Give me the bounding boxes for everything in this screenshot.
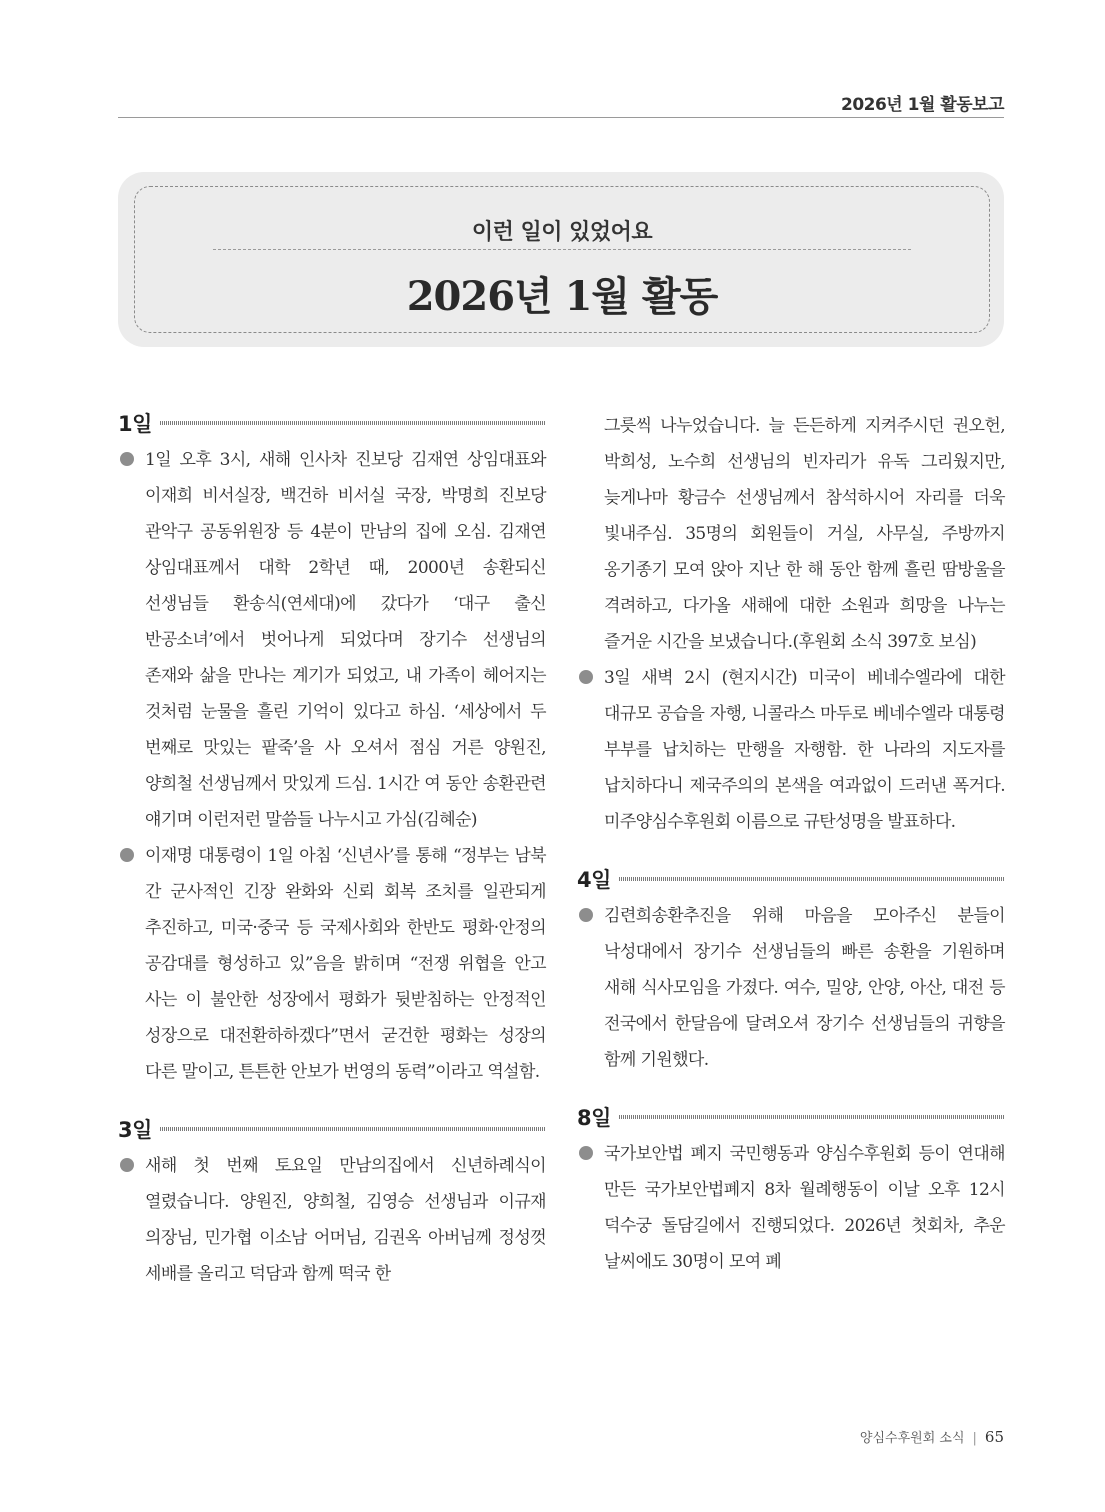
- day-heading: [118, 408, 546, 438]
- bullet-icon: [579, 670, 593, 684]
- day-label: 3일: [118, 1118, 152, 1142]
- section-day-8: [577, 1102, 1005, 1280]
- section-day-4: [577, 864, 1005, 1078]
- footer-separator: |: [972, 1431, 977, 1446]
- right-column: [577, 408, 1005, 1304]
- item-text: 1일 오후 3시, 새해 인사차 진보당 김재연 상임대표와 이재희 비서실장, 백건하 비서실 국장, 박명희 진보당 관악구 공동위원장 등 4분이 만남의 집에 오심. 김재연 상임대표께서 대학 2학년 때, 2000년 송환되신 선생님들 환송식(연세대)에 갔다가 ‘대구 출신 반공소녀’에서 벗어나게 되었다며 장기수 선생님의 존재와 삶을 만나는 계기가 되었고, 내 가족이 헤어지는 것처럼 눈물을 흘린 기억이 있다고 하심. ‘세상에서 두 번째로 맛있는 팥죽’을 사 오셔서 점심 거른 양원진, 양희철 선생님께서 맛있게 드심. 1시간 여 동안 송환관련 얘기며 이런저런 말씀들 나누시고 가심(김혜순): [145, 450, 546, 830]
- day-label: 1일: [118, 412, 152, 436]
- list-item: [118, 1148, 546, 1292]
- item-text: 그릇씩 나누었습니다. 늘 든든하게 지켜주시던 권오헌, 박희성, 노수희 선생님의 빈자리가 유독 그리웠지만, 늦게나마 황금수 선생님께서 참석하시어 자리를 더욱 빛내주심. 35명의 회원들이 거실, 사무실, 주방까지 옹기종기 모여 앉아 지난 한 해 동안 함께 흘린 땀방울을 격려하고, 다가올 새해에 대한 소원과 희망을 나누는 즐거운 시간을 보냈습니다.(후원회 소식 397호 보심): [604, 416, 1005, 652]
- title-box: [118, 172, 1004, 347]
- title-box-dashed-frame: [134, 186, 990, 333]
- section-day-1: [118, 408, 546, 1090]
- day-heading: [118, 1114, 546, 1144]
- day-heading: [577, 1102, 1005, 1132]
- page-subtitle: 이런 일이 있었어요: [471, 220, 653, 245]
- dotted-rule: [619, 1115, 1005, 1119]
- dotted-rule: [619, 877, 1005, 881]
- list-item: [577, 1136, 1005, 1280]
- item-text: 김련희송환추진을 위해 마음을 모아주신 분들이 낙성대에서 장기수 선생님들의 빠른 송환을 기원하며 새해 식사모임을 가졌다. 여수, 밀양, 안양, 아산, 대전 등 전국에서 한달음에 달려오셔 장기수 선생님들의 귀향을 함께 기원했다.: [604, 906, 1005, 1070]
- item-text: 국가보안법 폐지 국민행동과 양심수후원회 등이 연대해 만든 국가보안법폐지 8차 월례행동이 이날 오후 12시 덕수궁 돌담길에서 진행되었다. 2026년 첫회차, 추운 날씨에도 30명이 모여 폐: [604, 1144, 1005, 1272]
- bullet-icon: [579, 908, 593, 922]
- item-text: 3일 새벽 2시 (현지시간) 미국이 베네수엘라에 대한 대규모 공습을 자행, 니콜라스 마두로 베네수엘라 대통령 부부를 납치하는 만행을 자행함. 한 나라의 지도자를 납치하다니 제국주의의 본색을 여과없이 드러낸 폭거다. 미주양심수후원회 이름으로 규탄성명을 발표하다.: [604, 668, 1005, 832]
- item-continuation: [577, 408, 1005, 660]
- day-label: 8일: [577, 1106, 611, 1130]
- page-number: 65: [984, 1428, 1004, 1446]
- section-header-label: 2026년 1월 활동보고: [840, 95, 1004, 115]
- publication-name: 양심수후원회 소식: [859, 1431, 965, 1446]
- bullet-icon: [120, 848, 134, 862]
- bullet-icon: [120, 1158, 134, 1172]
- dotted-rule: [160, 421, 546, 425]
- dotted-rule: [160, 1127, 546, 1131]
- section-day-3-continued: [577, 408, 1005, 840]
- list-item: [577, 898, 1005, 1078]
- page-title: 2026년 1월 활동: [406, 273, 718, 320]
- page-footer: [860, 1427, 1004, 1446]
- title-dashed-divider: [213, 249, 911, 250]
- item-text: 이재명 대통령이 1일 아침 ‘신년사’를 통해 “정부는 남북 간 군사적인 긴장 완화와 신뢰 회복 조치를 일관되게 추진하고, 미국·중국 등 국제사회와 한반도 평화·안정의 공감대를 형성하고 있”음을 밝히며 “전쟁 위협을 안고 사는 이 불안한 성장에서 평화가 뒷받침하는 안정적인 성장으로 대전환하하겠다”면서 굳건한 평화는 성장의 다른 말이고, 튼튼한 안보가 번영의 동력”이라고 역설함.: [145, 846, 546, 1082]
- day-heading: [577, 864, 1005, 894]
- section-day-3: [118, 1114, 546, 1292]
- left-column: [118, 408, 546, 1316]
- list-item: [577, 660, 1005, 840]
- header-divider: [118, 117, 1004, 118]
- list-item: [118, 442, 546, 838]
- bullet-icon: [579, 1146, 593, 1160]
- list-item: [118, 838, 546, 1090]
- day-label: 4일: [577, 868, 611, 892]
- bullet-icon: [120, 452, 134, 466]
- item-text: 새해 첫 번째 토요일 만남의집에서 신년하례식이 열렸습니다. 양원진, 양희철, 김영승 선생님과 이규재 의장님, 민가협 이소남 어머님, 김권옥 아버님께 정성껏 세배를 올리고 덕담과 함께 떡국 한: [145, 1156, 546, 1284]
